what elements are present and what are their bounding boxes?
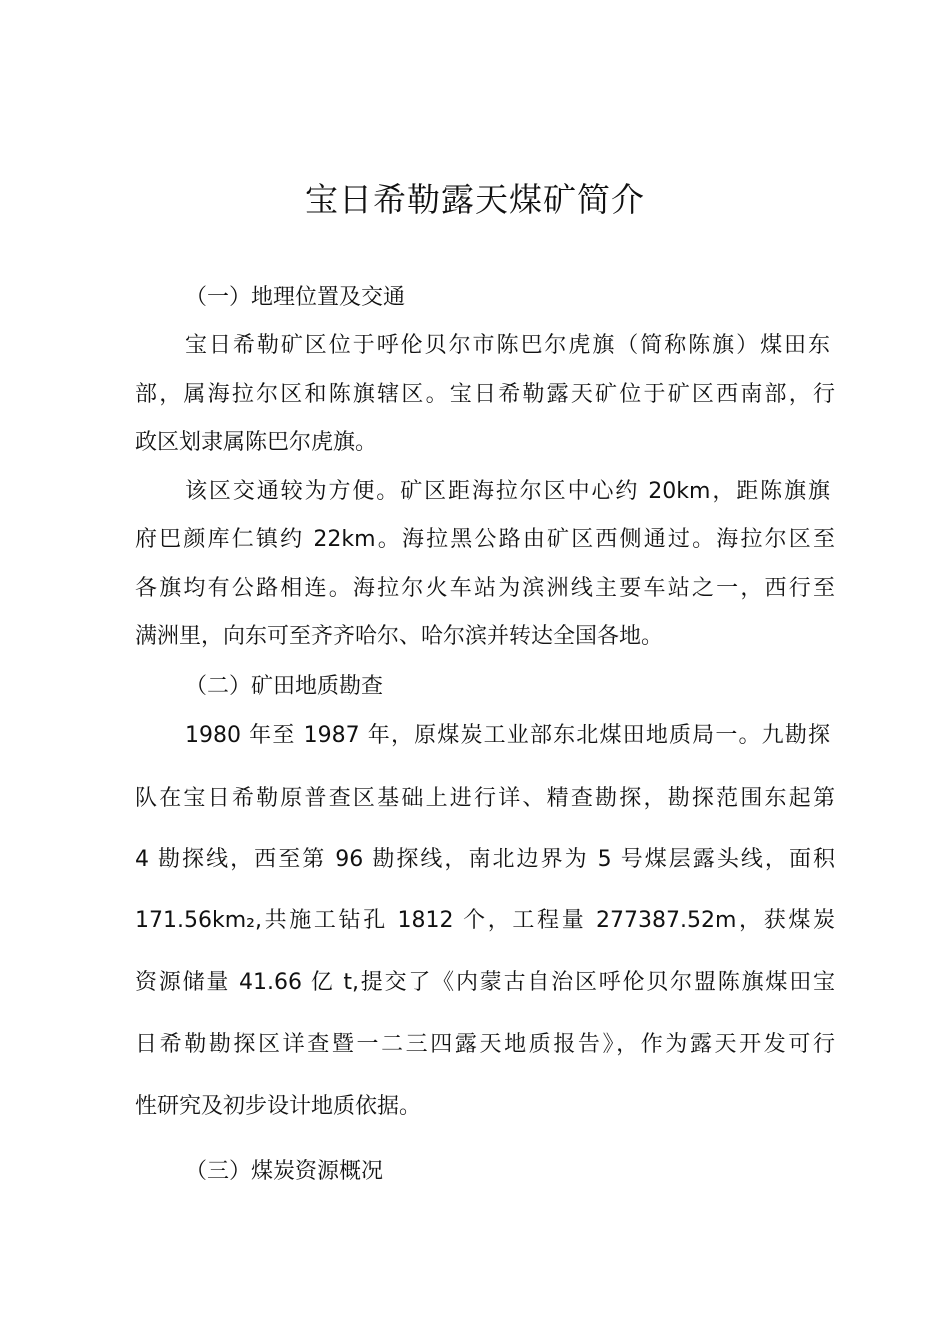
paragraph-line: 资源储量 41.66 亿 t,提交了《内蒙古自治区呼伦贝尔盟陈旗煤田宝 [135, 970, 835, 995]
section-heading-exploration: （二）矿田地质勘查 [185, 674, 384, 699]
paragraph-line: 宝日希勒矿区位于呼伦贝尔市陈巴尔虎旗（简称陈旗）煤田东 [185, 333, 830, 358]
paragraph-line: 该区交通较为方便。矿区距海拉尔区中心约 20km，距陈旗旗 [185, 479, 830, 504]
section-heading-geography: （一）地理位置及交通 [185, 285, 406, 310]
paragraph-line: 队在宝日希勒原普查区基础上进行详、精查勘探，勘探范围东起第 [135, 786, 835, 811]
paragraph-line: 部，属海拉尔区和陈旗辖区。宝日希勒露天矿位于矿区西南部，行 [135, 382, 835, 407]
paragraph-line: 日希勒勘探区详查暨一二三四露天地质报告》，作为露天开发可行 [135, 1032, 835, 1057]
document-title: 宝日希勒露天煤矿简介 [305, 180, 645, 219]
paragraph-line: 满洲里，向东可至齐齐哈尔、哈尔滨并转达全国各地。 [135, 624, 664, 649]
paragraph-line: 府巴颜库仁镇约 22km。海拉黑公路由矿区西侧通过。海拉尔区至 [135, 527, 835, 552]
paragraph-line: 1980 年至 1987 年，原煤炭工业部东北煤田地质局一。九勘探 [185, 723, 830, 748]
paragraph-line: 政区划隶属陈巴尔虎旗。 [135, 430, 378, 455]
paragraph-line: 性研究及初步设计地质依据。 [135, 1094, 422, 1119]
paragraph-line: 各旗均有公路相连。海拉尔火车站为滨洲线主要车站之一，西行至 [135, 576, 835, 601]
paragraph-line: 171.56km₂,共施工钻孔 1812 个，工程量 277387.52m，获煤炭 [135, 908, 835, 933]
section-heading-coal-resources: （三）煤炭资源概况 [185, 1159, 384, 1184]
paragraph-line: 4 勘探线，西至第 96 勘探线，南北边界为 5 号煤层露头线，面积 [135, 847, 835, 872]
